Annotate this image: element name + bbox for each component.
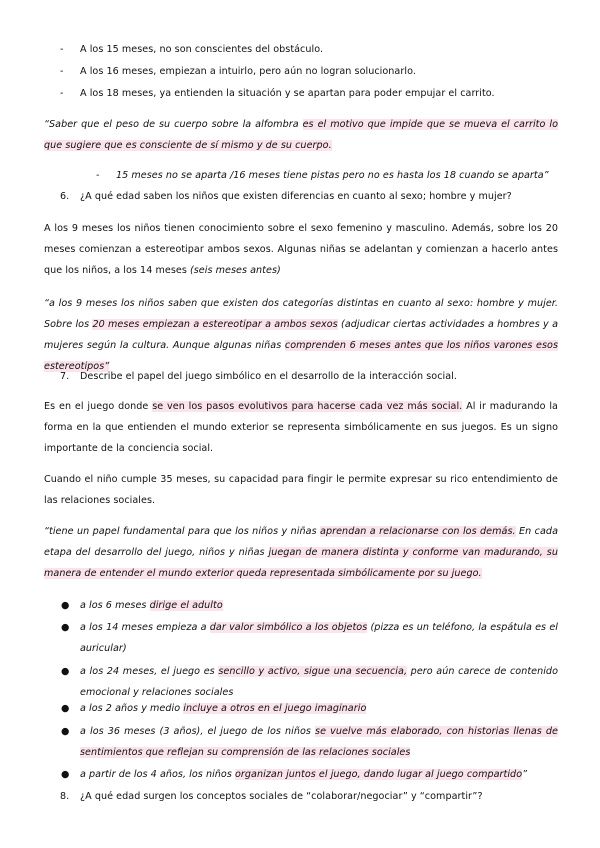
bullet-icon: ● xyxy=(61,703,70,714)
highlight: dar valor simbólico a los objetos xyxy=(209,622,368,633)
question-number: 7. xyxy=(60,371,70,382)
list-item xyxy=(60,83,550,104)
bullet-icon: ● xyxy=(61,769,70,780)
highlight: comprenden 6 meses antes que los niños varones esos estereotipos” xyxy=(44,340,558,372)
dash-marker: - xyxy=(96,170,100,181)
list-item-text: A los 16 meses, empiezan a intuirlo, pero aún no logran solucionarlo. xyxy=(80,66,416,77)
bullet-item: ● a los 14 meses empieza a dar valor simbólico a los objetos (pizza es un teléfono, la espátula es el auricular) xyxy=(58,617,558,659)
quote-paragraph: “tiene un papel fundamental para que los niños y niñas aprendan a relacionarse con los demás. En cada etapa del desarrollo del juego, niños y niñas juegan de manera distinta y conforme van madurando, su manera de entender el mundo exterior queda representada simbólicamente por su juego. xyxy=(44,526,558,579)
highlight: dirige el adulto xyxy=(149,600,223,611)
answer-paragraph: A los 9 meses los niños tienen conocimiento sobre el sexo femenino y masculino. Además, sobre los 20 meses comienzan a estereotipar ambos sexos. Algunas niñas se adelantan y comienzan a hacerlo antes que los niños, a los 14 meses (seis meses antes) xyxy=(44,223,558,276)
question-text: Describe el papel del juego simbólico en el desarrollo de la interacción social. xyxy=(80,371,457,382)
list-item-text: A los 18 meses, ya entienden la situación y se apartan para poder empujar el carrito. xyxy=(80,88,495,99)
bullet-icon: ● xyxy=(61,600,70,611)
question-6 xyxy=(60,186,550,207)
question-text: ¿A qué edad saben los niños que existen diferencias en cuanto al sexo; hombre y mujer? xyxy=(80,191,512,202)
highlight: organizan juntos el juego, dando lugar al juego compartido xyxy=(235,769,523,780)
bullet-item: ● a partir de los 4 años, los niños organizan juntos el juego, dando lugar al juego compartido” xyxy=(58,764,558,785)
highlight: 20 meses empiezan a estereotipar a ambos sexos xyxy=(92,319,338,330)
highlight: incluye a otros en el juego imaginario xyxy=(183,703,367,714)
question-number: 8. xyxy=(60,791,70,802)
highlight: es el motivo que impide que se mueva el carrito lo que sugiere que es consciente de sí mismo y de su cuerpo. xyxy=(44,119,558,151)
answer-paragraph: Cuando el niño cumple 35 meses, su capacidad para fingir le permite expresar su rico entendimiento de las relaciones sociales. xyxy=(44,474,558,506)
list-item-text: 15 meses no se aparta /16 meses tiene pistas pero no es hasta los 18 cuando se aparta” xyxy=(116,170,549,181)
dash-marker: - xyxy=(60,44,64,55)
list-item xyxy=(60,61,550,82)
question-number: 6. xyxy=(60,191,70,202)
bullet-icon: ● xyxy=(61,666,70,677)
quote-paragraph: “Saber que el peso de su cuerpo sobre la alfombra es el motivo que impide que se mueva el carrito lo que sugiere que es consciente de sí mismo y de su cuerpo. xyxy=(44,119,558,151)
question-8 xyxy=(60,786,550,807)
sub-list-item xyxy=(96,165,556,186)
bullet-icon: ● xyxy=(61,726,70,737)
bullet-item: ● a los 2 años y medio incluye a otros en el juego imaginario xyxy=(58,698,558,719)
list-item xyxy=(60,39,550,60)
bullet-item: ● a los 6 meses dirige el adulto xyxy=(58,595,558,616)
bullet-item: ● a los 36 meses (3 años), el juego de los niños se vuelve más elaborado, con historias llenas de sentimientos que reflejan su comprensión de las relaciones sociales xyxy=(58,721,558,763)
highlight: juegan de manera distinta y conforme van madurando, su manera de entender el mundo exterior queda representada simbólicamente por su juego. xyxy=(44,547,558,579)
highlight: se vuelve más elaborado, con historias llenas de sentimientos que reflejan su comprensión de las relaciones sociales xyxy=(80,726,558,758)
highlight: aprendan a relacionarse con los demás. xyxy=(320,526,516,537)
quote-paragraph: “a los 9 meses los niños saben que existen dos categorías distintas en cuanto al sexo: hombre y mujer. Sobre los 20 meses empiezan a estereotipar a ambos sexos (adjudicar ciertas actividades a hombres y a mujeres según la cultura. Aunque algunas niñas comprenden 6 meses antes que los niños varones esos estereotipos” xyxy=(44,298,558,372)
answer-paragraph: Es en el juego donde se ven los pasos evolutivos para hacerse cada vez más social. Al ir madurando la forma en la que entienden el mundo exterior se representa simbólicamente en sus juegos. Es un signo importante de la conciencia social. xyxy=(44,401,558,454)
highlight: sencillo y activo, sigue una secuencia, xyxy=(218,666,408,677)
list-item-text: A los 15 meses, no son conscientes del obstáculo. xyxy=(80,44,324,55)
dash-marker: - xyxy=(60,66,64,77)
question-text: ¿A qué edad surgen los conceptos sociales de “colaborar/negociar” y “compartir”? xyxy=(80,791,483,802)
dash-marker: - xyxy=(60,88,64,99)
bullet-item: ● a los 24 meses, el juego es sencillo y activo, sigue una secuencia, pero aún carece de contenido emocional y relaciones sociales xyxy=(58,661,558,703)
question-7 xyxy=(60,366,550,387)
highlight: se ven los pasos evolutivos para hacerse cada vez más social. xyxy=(152,401,463,412)
bullet-icon: ● xyxy=(61,622,70,633)
